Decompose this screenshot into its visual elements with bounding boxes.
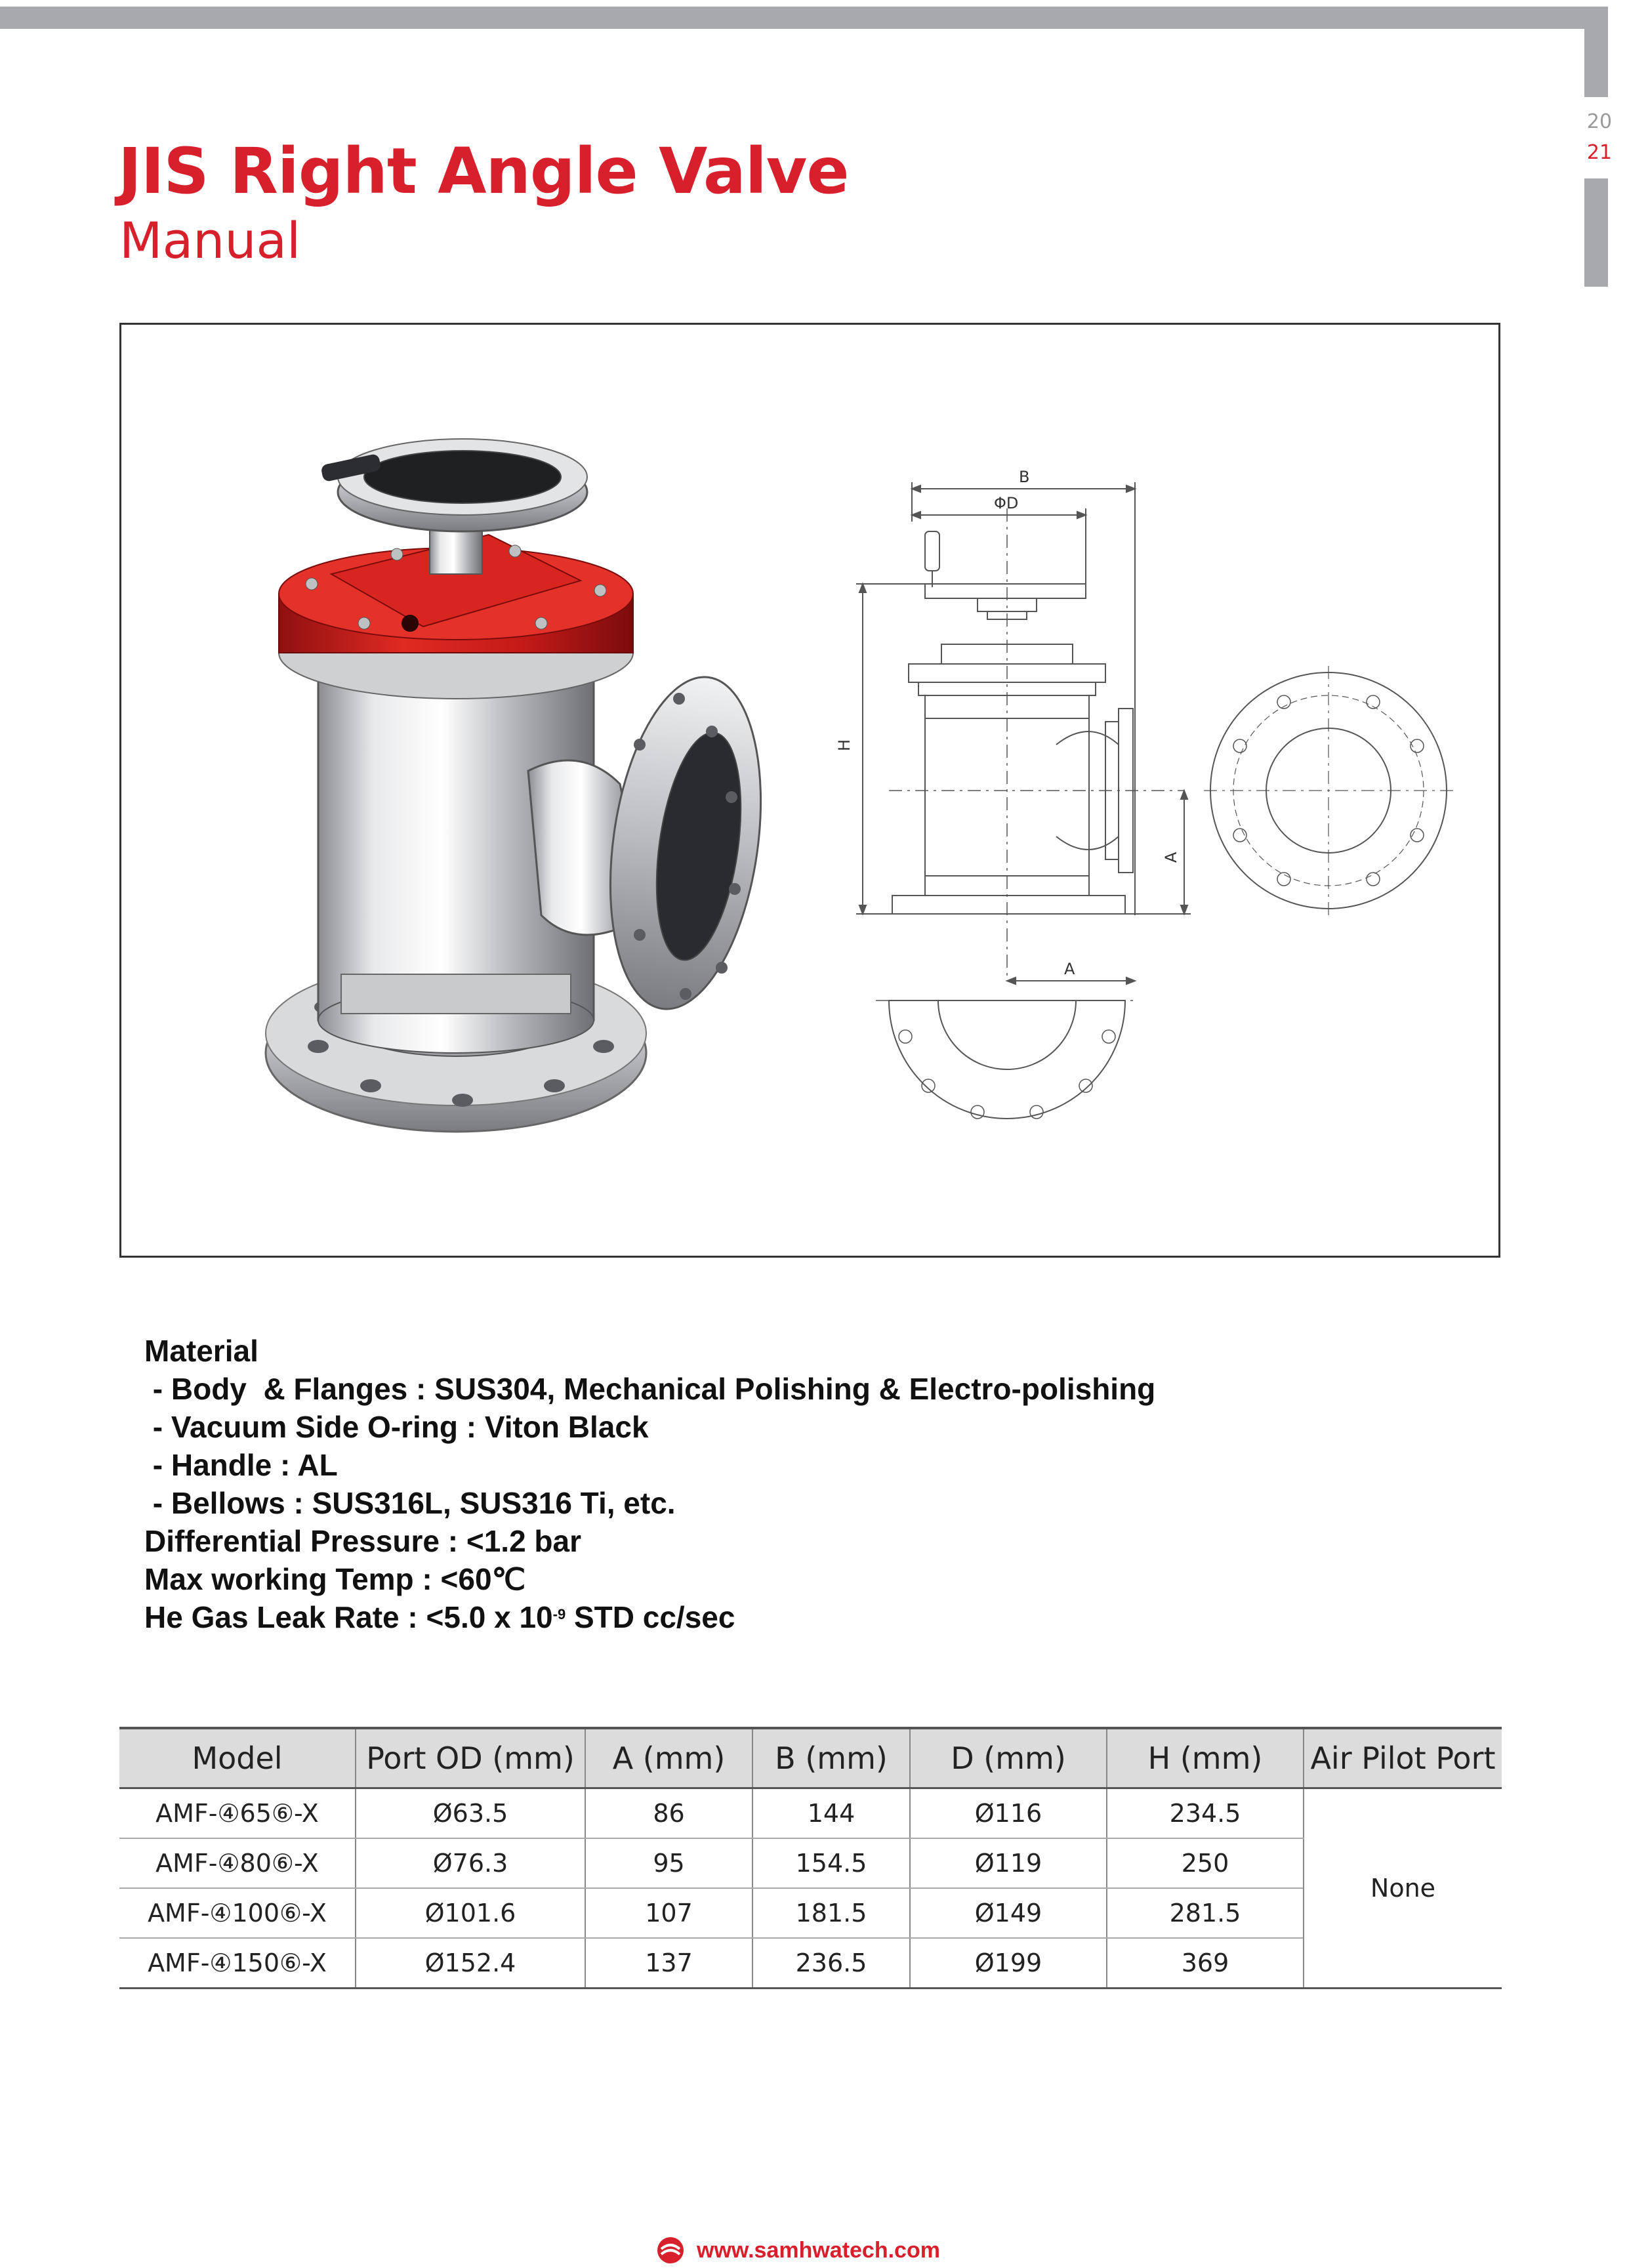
product-figure-box: [119, 323, 1500, 1258]
col-header-model: Model: [119, 1728, 356, 1788]
side-decorative-bar-top: [1584, 7, 1608, 97]
col-header-b: B (mm): [752, 1728, 910, 1788]
page-subtitle: Manual: [119, 211, 301, 270]
dim-label-h: H: [835, 739, 854, 751]
spec-oring: - Vacuum Side O-ring : Viton Black: [144, 1410, 649, 1444]
cell-port-od: Ø63.5: [356, 1788, 585, 1839]
cell-a: 137: [585, 1938, 752, 1989]
cell-d: Ø119: [910, 1838, 1107, 1888]
cell-b: 181.5: [752, 1888, 910, 1938]
cell-port-od: Ø152.4: [356, 1938, 585, 1989]
table-row: [119, 1938, 1502, 1989]
cell-port-od: Ø101.6: [356, 1888, 585, 1938]
cell-model: AMF-④65⑥-X: [119, 1788, 356, 1839]
cell-d: Ø199: [910, 1938, 1107, 1989]
table-row: [119, 1888, 1502, 1938]
col-header-d: D (mm): [910, 1728, 1107, 1788]
col-header-air-pilot-port: Air Pilot Port: [1304, 1728, 1502, 1788]
company-logo-icon: [656, 2236, 685, 2265]
specifications: [144, 1332, 1155, 1636]
cell-h: 369: [1107, 1938, 1304, 1989]
leak-rate-suffix: STD cc/sec: [566, 1600, 735, 1634]
table-row: [119, 1788, 1502, 1839]
spec-bellows: - Bellows : SUS316L, SUS316 Ti, etc.: [144, 1486, 676, 1520]
figure-canvas: [121, 325, 1502, 1260]
cell-d: Ø149: [910, 1888, 1107, 1938]
spec-handle: - Handle : AL: [144, 1448, 338, 1482]
cell-d: Ø116: [910, 1788, 1107, 1839]
spec-leak-rate: [144, 1598, 1155, 1636]
cell-a: 107: [585, 1888, 752, 1938]
side-decorative-bar-bottom: [1584, 178, 1608, 287]
dim-label-a-vertical: A: [1162, 852, 1180, 863]
top-decorative-bar: [0, 7, 1584, 29]
dim-label-b: B: [1019, 468, 1030, 486]
cell-h: 234.5: [1107, 1788, 1304, 1839]
cell-model: AMF-④150⑥-X: [119, 1938, 356, 1989]
cell-h: 281.5: [1107, 1888, 1304, 1938]
dim-label-d: ΦD: [994, 494, 1019, 512]
technical-drawing: [856, 482, 1453, 1119]
col-header-a: A (mm): [585, 1728, 752, 1788]
leak-rate-exponent: -9: [552, 1606, 566, 1622]
footer: [656, 2234, 940, 2267]
cell-b: 154.5: [752, 1838, 910, 1888]
spec-body-flanges: - Body & Flanges : SUS304, Mechanical Polishing & Electro-polishing: [144, 1372, 1156, 1406]
valve-photo: [266, 439, 780, 1132]
page-number-right: 21: [1586, 141, 1613, 164]
footer-website-link[interactable]: www.samhwatech.com: [697, 2237, 940, 2263]
cell-h: 250: [1107, 1838, 1304, 1888]
cell-port-od: Ø76.3: [356, 1838, 585, 1888]
cell-b: 236.5: [752, 1938, 910, 1989]
col-header-h: H (mm): [1107, 1728, 1304, 1788]
table-header-row: [119, 1728, 1502, 1788]
spec-differential-pressure: Differential Pressure : <1.2 bar: [144, 1524, 582, 1558]
cell-air-pilot-port: None: [1304, 1788, 1502, 1989]
cell-a: 95: [585, 1838, 752, 1888]
spec-material-heading: Material: [144, 1334, 258, 1368]
spec-max-temp: Max working Temp : <60℃: [144, 1562, 526, 1596]
cell-model: AMF-④80⑥-X: [119, 1838, 356, 1888]
cell-a: 86: [585, 1788, 752, 1839]
table-row: [119, 1838, 1502, 1888]
col-header-port-od: Port OD (mm): [356, 1728, 585, 1788]
page-number-left: 20: [1586, 110, 1613, 133]
model-spec-table: [119, 1727, 1502, 1989]
cell-b: 144: [752, 1788, 910, 1839]
dim-label-a-horizontal: A: [1064, 960, 1075, 978]
page-title: JIS Right Angle Valve: [118, 134, 849, 208]
leak-rate-prefix: He Gas Leak Rate : <5.0 x 10: [144, 1600, 553, 1634]
cell-model: AMF-④100⑥-X: [119, 1888, 356, 1938]
